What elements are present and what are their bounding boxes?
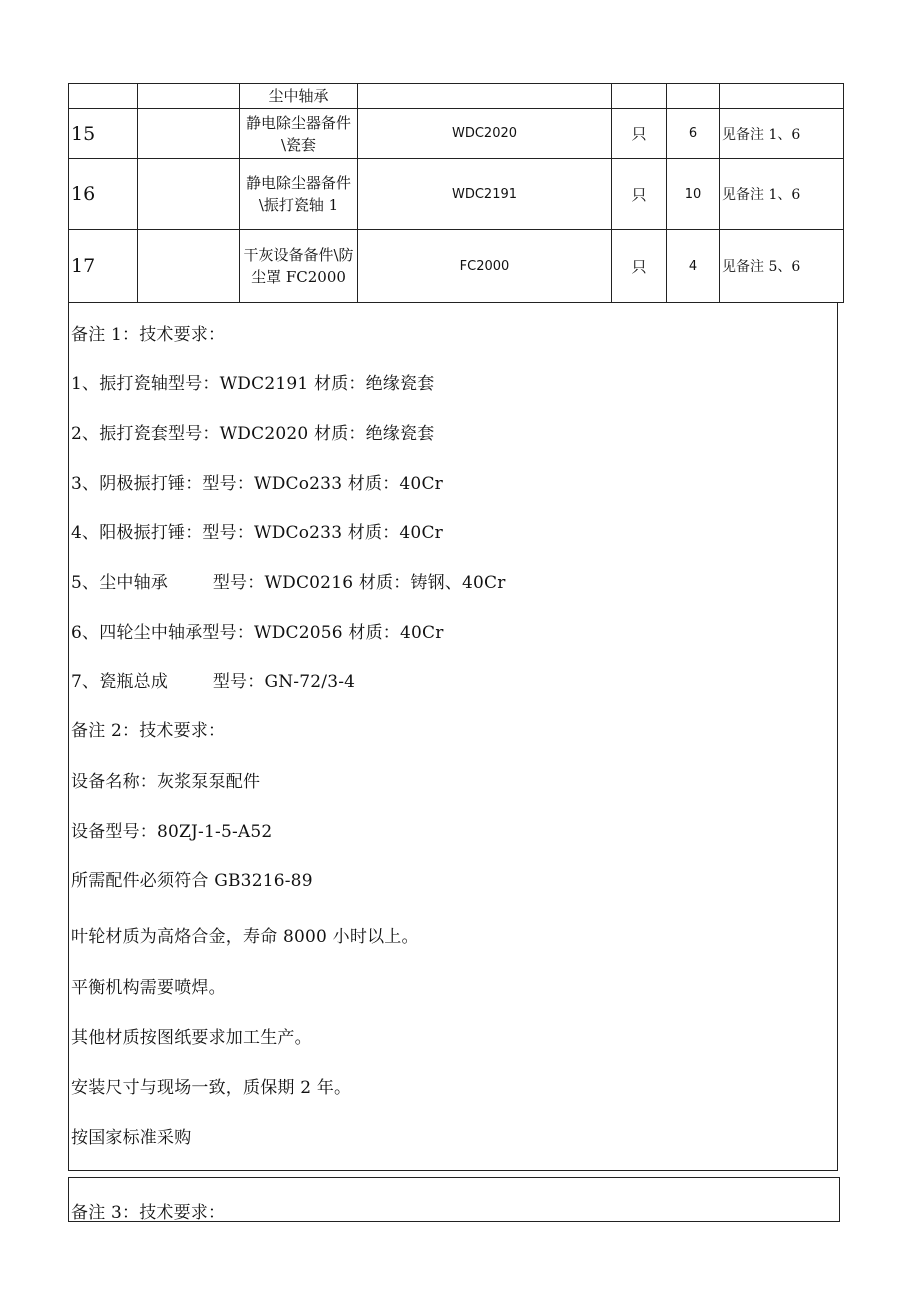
part-note: 见备注 1、6 [720,159,844,230]
part-name: 静电除尘器备件\瓷套 [240,109,358,159]
part-name: 尘中轴承 [240,84,358,109]
part-name: 静电除尘器备件\振打瓷轴 1 [240,159,358,230]
part-qty: 4 [667,230,720,303]
note1-item: 4、阳极振打锤：型号：WDCo233 材质：40Cr [71,523,443,543]
part-qty [667,84,720,109]
note2-item: 设备型号：80ZJ-1-5-A52 [71,822,273,842]
part-model: WDC2020 [358,109,612,159]
note1-heading: 备注 1：技术要求： [71,325,226,345]
part-unit [612,84,667,109]
row-number: 17 [69,230,138,303]
note2-item: 平衡机构需要喷焊。 [71,978,226,998]
row-number [69,84,138,109]
part-unit: 只 [612,159,667,230]
part-unit: 只 [612,230,667,303]
part-model: WDC2191 [358,159,612,230]
note1-item: 1、振打瓷轴型号：WDC2191 材质：绝缘瓷套 [71,374,435,394]
notes3-section [68,1177,840,1222]
part-qty: 6 [667,109,720,159]
note2-item: 其他材质按图纸要求加工生产。 [71,1028,312,1048]
part-model: FC2000 [358,230,612,303]
table-row [69,159,844,230]
note2-heading: 备注 2：技术要求： [71,721,226,741]
table-row [69,84,844,109]
table-row [69,109,844,159]
note1-item: 6、四轮尘中轴承型号：WDC2056 材质：40Cr [71,623,444,643]
part-note: 见备注 5、6 [720,230,844,303]
part-unit: 只 [612,109,667,159]
part-note [720,84,844,109]
blank-cell [138,109,240,159]
parts-table [68,83,844,303]
part-qty: 10 [667,159,720,230]
blank-cell [138,230,240,303]
note1-item: 7、瓷瓶总成 型号：GN-72/3-4 [71,672,356,692]
table-row [69,230,844,303]
row-number: 15 [69,109,138,159]
note3-heading: 备注 3：技术要求： [71,1203,226,1223]
note2-item: 设备名称：灰浆泵泵配件 [71,772,261,792]
note1-item: 5、尘中轴承 型号：WDC0216 材质：铸钢、40Cr [71,573,506,593]
part-note: 见备注 1、6 [720,109,844,159]
blank-cell [138,84,240,109]
note2-item: 叶轮材质为高烙合金，寿命 8000 小时以上。 [71,927,419,947]
part-model [358,84,612,109]
note1-item: 2、振打瓷套型号：WDC2020 材质：绝缘瓷套 [71,424,435,444]
blank-cell [138,159,240,230]
note2-item: 安装尺寸与现场一致，质保期 2 年。 [71,1078,352,1098]
row-number: 16 [69,159,138,230]
note2-item: 按国家标准采购 [71,1128,192,1148]
note2-item: 所需配件必须符合 GB3216-89 [71,871,313,891]
part-name: 干灰设备备件\防尘罩 FC2000 [240,230,358,303]
notes-section [68,302,838,1171]
note1-item: 3、阴极振打锤：型号：WDCo233 材质：40Cr [71,474,443,494]
